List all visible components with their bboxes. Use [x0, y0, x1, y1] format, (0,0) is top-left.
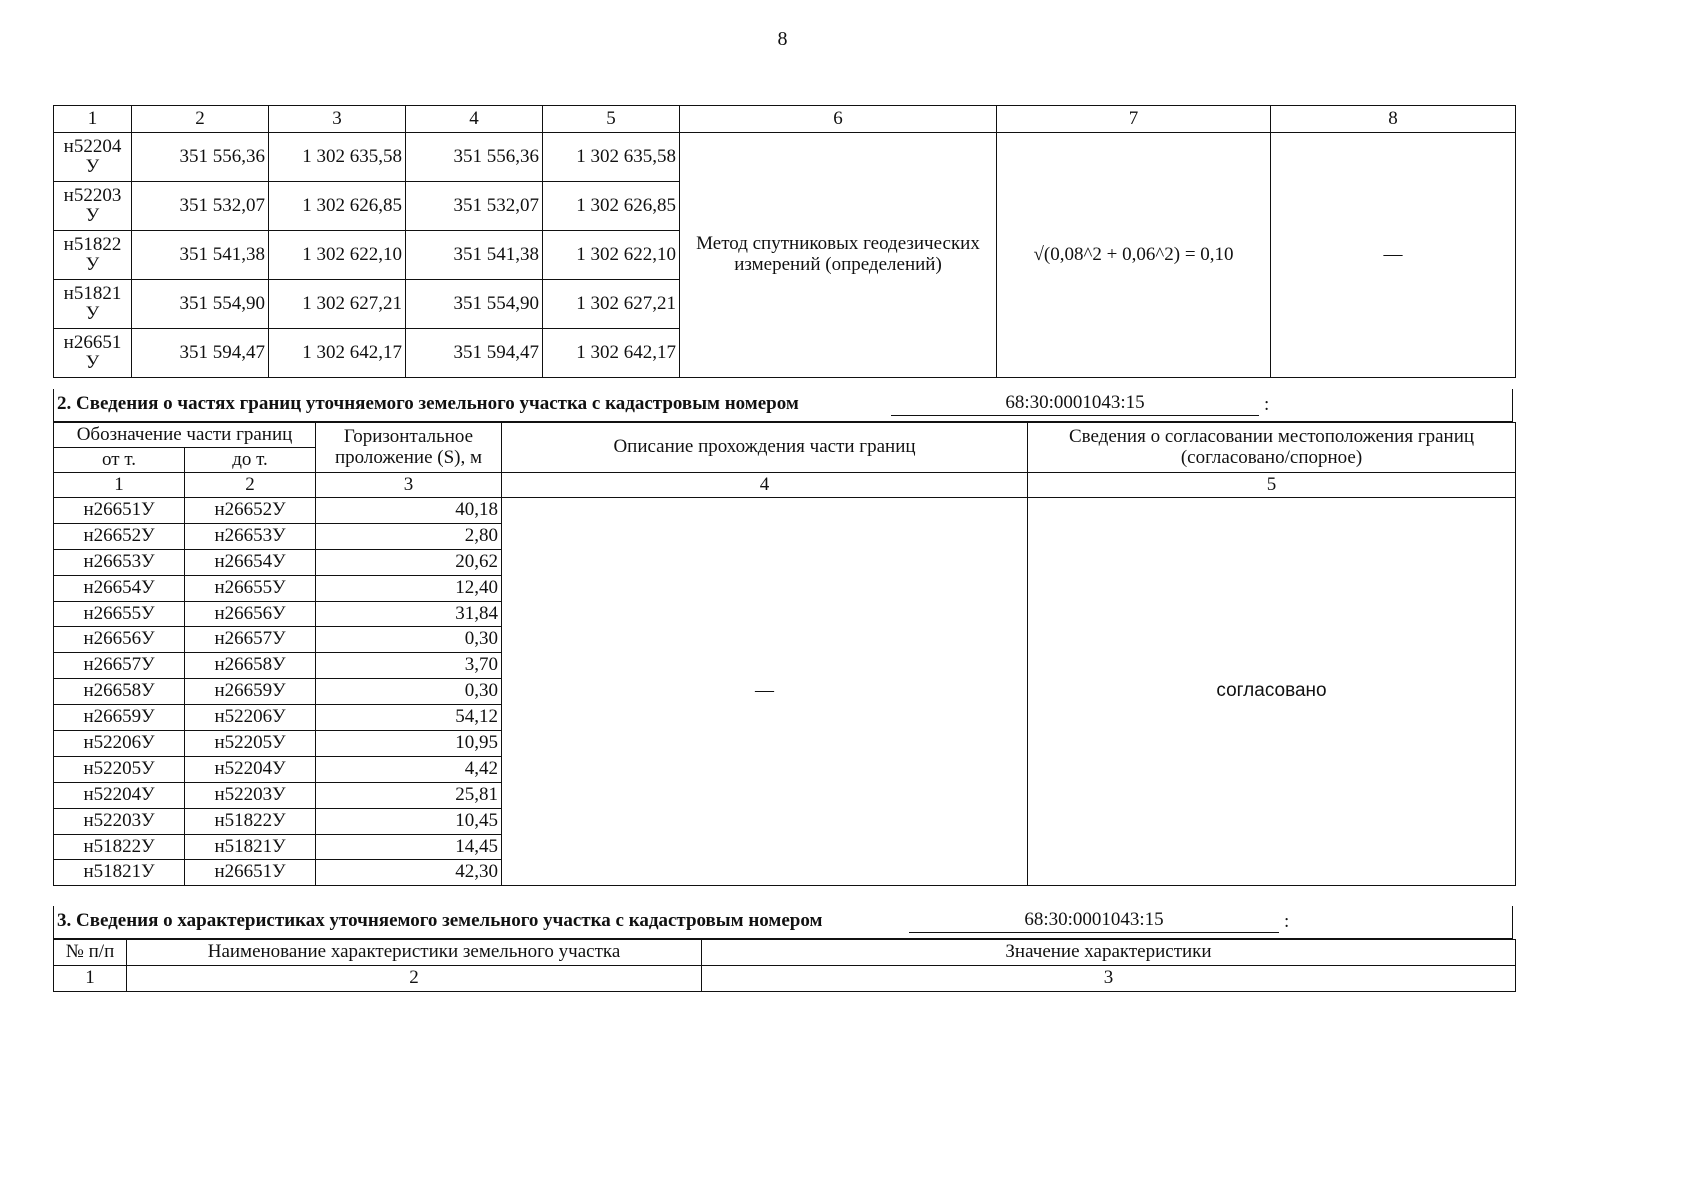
col-number: 4 [406, 106, 543, 133]
header-designation: Обозначение части границ [54, 423, 316, 448]
distance-value: 42,30 [316, 860, 502, 886]
coord-x-existing: 351 532,07 [132, 182, 269, 231]
distance-value: 25,81 [316, 782, 502, 808]
coord-y-refined: 1 302 622,10 [543, 231, 680, 280]
from-point: н52203У [54, 808, 185, 834]
point-name: н52203 У [54, 182, 132, 231]
from-point: н26659У [54, 705, 185, 731]
col-number: 6 [680, 106, 997, 133]
distance-value: 2,80 [316, 523, 502, 549]
to-point: н52206У [185, 705, 316, 731]
to-point: н51822У [185, 808, 316, 834]
coord-x-existing: 351 541,38 [132, 231, 269, 280]
col-number: 3 [269, 106, 406, 133]
distance-value: 54,12 [316, 705, 502, 731]
from-point: н26657У [54, 653, 185, 679]
table-header-row [54, 940, 1516, 966]
page-number: 8 [777, 28, 788, 50]
point-name: н52204 У [54, 133, 132, 182]
header-agreement: Сведения о согласовании местоположения границ (согласовано/спорное) [1028, 423, 1516, 473]
to-point: н52205У [185, 731, 316, 757]
section-3-title: 3. Сведения о характеристиках уточняемого земельного участка с кадастровым номером [57, 910, 823, 931]
distance-value: 4,42 [316, 756, 502, 782]
to-point: н26653У [185, 523, 316, 549]
to-point: н26659У [185, 679, 316, 705]
to-point: н51821У [185, 834, 316, 860]
from-point: н26652У [54, 523, 185, 549]
coord-x-existing: 351 556,36 [132, 133, 269, 182]
from-point: н51822У [54, 834, 185, 860]
coord-y-refined: 1 302 627,21 [543, 280, 680, 329]
header-to: до т. [185, 448, 316, 473]
distance-value: 0,30 [316, 679, 502, 705]
header-characteristic-value: Значение характеристики [702, 940, 1516, 966]
col-number: 1 [54, 106, 132, 133]
section-3-colon: : [1284, 911, 1290, 932]
distance-value: 10,95 [316, 731, 502, 757]
coord-x-refined: 351 541,38 [406, 231, 543, 280]
distance-value: 20,62 [316, 549, 502, 575]
col-number: 1 [54, 966, 127, 992]
from-point: н52204У [54, 782, 185, 808]
col-number: 2 [127, 966, 702, 992]
section-3-heading [53, 906, 1513, 939]
header-number: № п/п [54, 940, 127, 966]
from-point: н51821У [54, 860, 185, 886]
col-number: 5 [1028, 473, 1516, 498]
from-point: н26654У [54, 575, 185, 601]
to-point: н26656У [185, 601, 316, 627]
point-name: н51821 У [54, 280, 132, 329]
section-2-heading [53, 389, 1513, 422]
distance-value: 0,30 [316, 627, 502, 653]
description-cell: — [502, 498, 1028, 886]
distance-value: 3,70 [316, 653, 502, 679]
col-number: 2 [185, 473, 316, 498]
characteristics-table [53, 939, 1516, 992]
to-point: н26657У [185, 627, 316, 653]
to-point: н52203У [185, 782, 316, 808]
distance-value: 31,84 [316, 601, 502, 627]
point-name: н26651 У [54, 329, 132, 378]
distance-value: 12,40 [316, 575, 502, 601]
section-2-colon: : [1264, 394, 1270, 415]
boundary-parts-table [53, 422, 1516, 886]
header-from: от т. [54, 448, 185, 473]
coordinates-table [53, 105, 1516, 378]
from-point: н52205У [54, 756, 185, 782]
accuracy-cell: √(0,08^2 + 0,06^2) = 0,10 [997, 133, 1271, 378]
coord-y-existing: 1 302 642,17 [269, 329, 406, 378]
col-number: 3 [702, 966, 1516, 992]
characteristics-column-numbers [54, 966, 1516, 992]
col-number: 7 [997, 106, 1271, 133]
coord-y-refined: 1 302 635,58 [543, 133, 680, 182]
coord-x-refined: 351 556,36 [406, 133, 543, 182]
from-point: н26658У [54, 679, 185, 705]
to-point: н26658У [185, 653, 316, 679]
to-point: н26651У [185, 860, 316, 886]
header-distance: Горизонтальное проложение (S), м [316, 423, 502, 473]
col-number: 3 [316, 473, 502, 498]
to-point: н26652У [185, 498, 316, 524]
coord-y-existing: 1 302 626,85 [269, 182, 406, 231]
agreement-cell: согласовано [1028, 498, 1516, 886]
coordinates-column-numbers [54, 106, 1516, 133]
coord-x-refined: 351 594,47 [406, 329, 543, 378]
distance-value: 40,18 [316, 498, 502, 524]
col-number: 4 [502, 473, 1028, 498]
from-point: н26656У [54, 627, 185, 653]
section-2-cadastral-number: 68:30:0001043:15 [891, 392, 1259, 416]
to-point: н26654У [185, 549, 316, 575]
to-point: н52204У [185, 756, 316, 782]
coord-y-refined: 1 302 626,85 [543, 182, 680, 231]
distance-value: 10,45 [316, 808, 502, 834]
header-characteristic-name: Наименование характеристики земельного участка [127, 940, 702, 966]
header-description: Описание прохождения части границ [502, 423, 1028, 473]
coord-x-existing: 351 554,90 [132, 280, 269, 329]
table-row [54, 498, 1516, 524]
boundary-column-numbers [54, 473, 1516, 498]
col-number: 1 [54, 473, 185, 498]
coord-x-refined: 351 554,90 [406, 280, 543, 329]
coord-y-existing: 1 302 622,10 [269, 231, 406, 280]
distance-value: 14,45 [316, 834, 502, 860]
method-cell: Метод спутниковых геодезических измерений (определений) [680, 133, 997, 378]
col8-cell: — [1271, 133, 1516, 378]
table-row [54, 133, 1516, 182]
col-number: 8 [1271, 106, 1516, 133]
from-point: н52206У [54, 731, 185, 757]
coord-y-existing: 1 302 627,21 [269, 280, 406, 329]
coord-x-refined: 351 532,07 [406, 182, 543, 231]
from-point: н26651У [54, 498, 185, 524]
col-number: 2 [132, 106, 269, 133]
point-name: н51822 У [54, 231, 132, 280]
from-point: н26653У [54, 549, 185, 575]
coord-x-existing: 351 594,47 [132, 329, 269, 378]
section-3-cadastral-number: 68:30:0001043:15 [909, 909, 1279, 933]
to-point: н26655У [185, 575, 316, 601]
section-2-title: 2. Сведения о частях границ уточняемого земельного участка с кадастровым номером [57, 393, 799, 414]
col-number: 5 [543, 106, 680, 133]
from-point: н26655У [54, 601, 185, 627]
table-header-row [54, 423, 1516, 448]
coord-y-existing: 1 302 635,58 [269, 133, 406, 182]
coord-y-refined: 1 302 642,17 [543, 329, 680, 378]
